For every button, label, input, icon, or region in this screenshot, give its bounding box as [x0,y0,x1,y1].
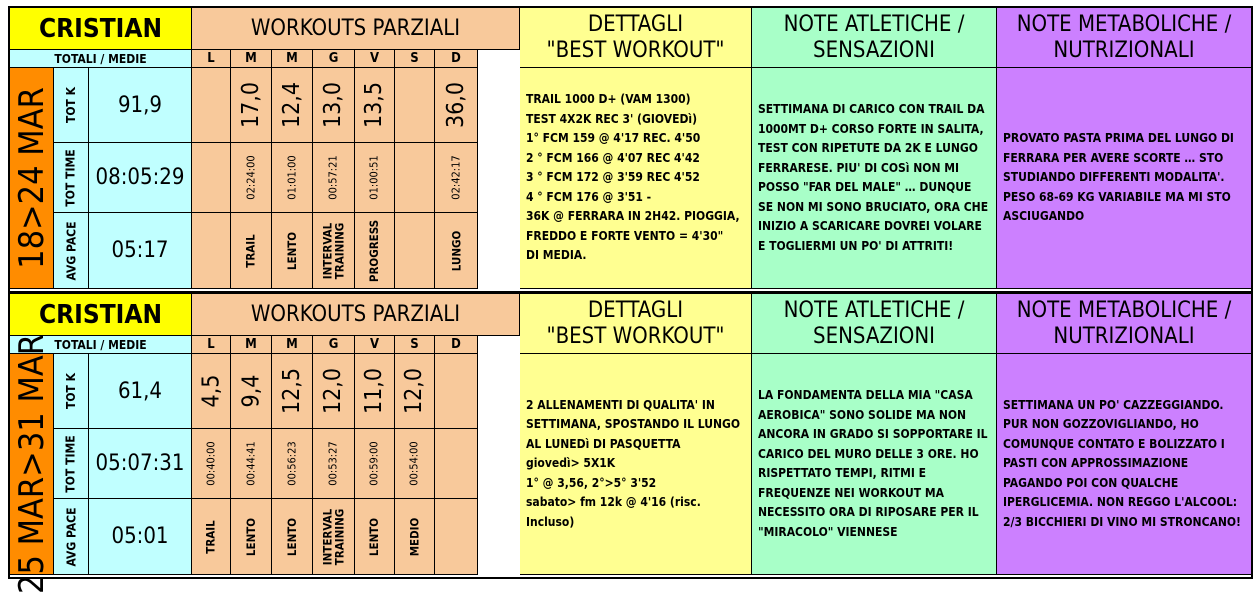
day-time-6 [395,143,435,213]
day-km-6 [395,354,435,429]
metabolic-notes [997,68,1251,289]
day-header-1: L [192,336,231,354]
row-label-3 [54,213,89,289]
day-type-7 [435,499,478,575]
athlete-name: CRISTIAN [10,294,192,336]
day-km-5-text: 13,5 [361,81,388,129]
total-km-value: 61,4 [89,354,192,429]
athlete-name: CRISTIAN [10,8,192,50]
day-km-2 [231,354,272,429]
workouts-header: WORKOUTS PARZIALI [192,8,520,50]
avg-pace-value: 05:01 [89,499,192,575]
note-metaboliche-header: NOTE METABOLICHE / NUTRIZIONALI [997,294,1251,354]
day-km-6-text: 12,0 [401,367,428,415]
day-type-2 [231,499,272,575]
day-time-4-text: 00:53:27 [327,441,341,486]
day-km-4-text: 12,0 [320,367,347,415]
totali-header: TOTALI / MEDIE [10,336,192,354]
day-time-2-text: 02:24:00 [244,155,258,200]
dettagli-header: DETTAGLI "BEST WORKOUT" [520,8,752,68]
day-time-1-text: 00:40:00 [204,441,218,486]
day-header-2: M [231,50,272,68]
week-block-1 [8,6,1253,293]
day-km-7 [435,354,478,429]
day-type-label-2: LENTO [244,517,258,556]
day-km-7 [435,68,478,143]
day-header-6: S [395,50,435,68]
row-label-3-text: AVG PACE [64,507,79,566]
day-km-5 [355,354,395,429]
day-header-2: M [231,336,272,354]
day-time-5 [355,429,395,499]
day-time-2 [231,429,272,499]
week-label [10,333,54,594]
metabolic-notes [997,354,1251,575]
metabolic-notes-text: SETTIMANA UN PO' CAZZEGGIANDO. PUR NON GOZZOVIGLIANDO, HO COMUNQUE CONTATO E BOLIZZATO I PASTI CON APPROSSIMAZIONE PAGANDO POI CON QUALCHE IPERGLICEMIA. NON REGGO L'ALCOOL: 2/3 BICCHIERI DI VINO MI STRONCANO! [1003,397,1241,529]
day-type-label-3: LENTO [285,517,299,556]
day-km-2-text: 9,4 [238,374,264,408]
day-time-3 [272,143,313,213]
day-type-label-6: MEDIO [407,517,422,556]
athletic-notes [752,354,997,575]
day-time-2 [231,143,272,213]
day-type-label-2: TRAIL [243,233,258,268]
day-type-label-1: TRAIL [203,519,218,554]
day-type-1 [192,499,231,575]
day-time-5-text: 01:00:51 [368,155,382,200]
day-type-label-4: INTERVAL TRAINING [320,508,347,565]
day-km-4 [313,68,355,143]
day-type-label-5: LENTO [367,517,382,556]
day-km-3 [272,354,313,429]
day-time-6 [395,429,435,499]
day-type-label-4: INTERVAL TRAINING [320,222,347,279]
week-label-text: 25 MAR>31 MAR [11,333,52,594]
athletic-notes-text: SETTIMANA DI CARICO CON TRAIL DA 1000MT D+ CORSO FORTE IN SALITA, TEST CON RIPETUTE DA 2K E LUNGO FERRARESE. PIU' DI COSì NON MI POSSO "FAR DEL MALE" … DUNQUE SE NON MI SONO BRUCIATO, ORA CHE INIZIO A SCARICARE DOVREI VOLARE E TOGLIERMI UN PO' DI ATTRITI! [758,102,989,253]
workouts-header: WORKOUTS PARZIALI [192,294,520,336]
day-type-1 [192,213,231,289]
day-type-4 [313,213,355,289]
day-header-5: V [355,50,395,68]
week-label-text: 18>24 MAR [11,87,52,269]
day-km-4 [313,354,355,429]
day-type-6 [395,213,435,289]
day-header-7: D [435,50,478,68]
avg-pace-value: 05:17 [89,213,192,289]
dettagli-header: DETTAGLI "BEST WORKOUT" [520,294,752,354]
totali-header: TOTALI / MEDIE [10,50,192,68]
day-km-3-text: 12,4 [279,81,305,129]
day-time-3 [272,429,313,499]
day-time-5 [355,143,395,213]
day-header-3: M [272,336,313,354]
best-workout-details [520,68,752,289]
row-label-3 [54,499,89,575]
day-time-7 [435,143,478,213]
day-time-7 [435,429,478,499]
day-type-7 [435,213,478,289]
day-type-3 [272,499,313,575]
day-header-4: G [313,50,355,68]
total-time-value: 05:07:31 [89,429,192,499]
day-type-label-5: PROGRESS [367,219,382,282]
day-time-3-text: 00:56:23 [285,441,299,486]
week-block-2 [8,292,1253,594]
week-label [10,68,54,289]
day-time-7-text: 02:42:17 [449,155,463,200]
day-header-3: M [272,50,313,68]
day-type-5 [355,213,395,289]
day-type-5 [355,499,395,575]
day-km-7-text: 36,0 [443,81,469,129]
day-type-2 [231,213,272,289]
day-type-label-7: LUNGO [449,230,463,271]
row-label-1-text: TOT K [64,372,78,410]
day-time-4 [313,143,355,213]
day-km-1 [192,354,231,429]
best-workout-details-text: 2 ALLENAMENTI DI QUALITA' IN SETTIMANA, SPOSTANDO IL LUNGO AL LUNEDì DI PASQUETTA giovedì> 5X1K 1° @ 3,56, 2°>5° 3'52 sabato> fm 12k @ 4'16 (risc. Incluso) [526,397,741,529]
day-km-5 [355,68,395,143]
day-km-4-text: 13,0 [320,81,347,129]
note-metaboliche-header: NOTE METABOLICHE / NUTRIZIONALI [997,8,1251,68]
best-workout-details [520,354,752,575]
note-atletiche-header: NOTE ATLETICHE / SENSAZIONI [752,294,997,354]
athletic-notes [752,68,997,289]
row-label-2-text: TOT TIME [64,148,79,207]
day-time-4-text: 00:57:21 [327,155,341,200]
day-header-4: G [313,336,355,354]
day-km-1 [192,68,231,143]
row-label-1-text: TOT K [64,86,78,124]
athletic-notes-text: LA FONDAMENTA DELLA MIA "CASA AEROBICA" SONO SOLIDE MA NON ANCORA IN GRADO SI SOPPORTARE IL CARICO DEL MURO DELLE 3 ORE. HO RISPETTATO TEMPI, RITMI E FREQUENZE NEI WORKOUT MA NECESSITO ORA DI RIPOSARE PER IL "MIRACOLO" VIENNESE [758,388,988,539]
day-header-6: S [395,336,435,354]
total-km-value: 91,9 [89,68,192,143]
row-label-2 [54,429,89,499]
day-type-label-3: LENTO [285,231,299,270]
day-time-1 [192,429,231,499]
day-km-2 [231,68,272,143]
day-time-4 [313,429,355,499]
note-atletiche-header: NOTE ATLETICHE / SENSAZIONI [752,8,997,68]
day-time-2-text: 00:44:41 [244,441,258,486]
day-time-1 [192,143,231,213]
best-workout-details-text: TRAIL 1000 D+ (VAM 1300) TEST 4X2K REC 3' (GIOVEDì) 1° FCM 159 @ 4'17 REC. 4'50 2 ° FCM 166 @ 4'07 REC 4'42 3 ° FCM 172 @ 3'59 REC 4'52 4 ° FCM 176 @ 3'51 - 36K @ FERRARA IN 2H42. PIOGGIA, FREDDO E FORTE VENTO = 4'30" DI MEDIA. [526,92,740,263]
day-header-1: L [192,50,231,68]
row-label-2 [54,143,89,213]
day-km-3 [272,68,313,143]
day-km-5-text: 11,0 [361,367,388,415]
day-header-7: D [435,336,478,354]
day-km-1-text: 4,5 [198,374,224,408]
day-type-6 [395,499,435,575]
day-time-5-text: 00:59:00 [368,441,382,486]
metabolic-notes-text: PROVATO PASTA PRIMA DEL LUNGO DI FERRARA PER AVERE SCORTE … STO STUDIANDO DIFFERENTI MODALITA'. PESO 68-69 KG VARIABILE MA MI STO ASCIUGANDO [1003,131,1234,224]
day-km-2-text: 17,0 [238,81,264,129]
day-type-3 [272,213,313,289]
day-type-4 [313,499,355,575]
row-label-1 [54,354,89,429]
row-label-2-text: TOT TIME [64,434,79,493]
day-km-6 [395,68,435,143]
row-label-3-text: AVG PACE [64,221,79,280]
day-time-6-text: 00:54:00 [408,441,422,486]
total-time-value: 08:05:29 [89,143,192,213]
row-label-1 [54,68,89,143]
day-km-3-text: 12,5 [279,367,305,415]
day-time-3-text: 01:01:00 [285,155,299,200]
day-header-5: V [355,336,395,354]
